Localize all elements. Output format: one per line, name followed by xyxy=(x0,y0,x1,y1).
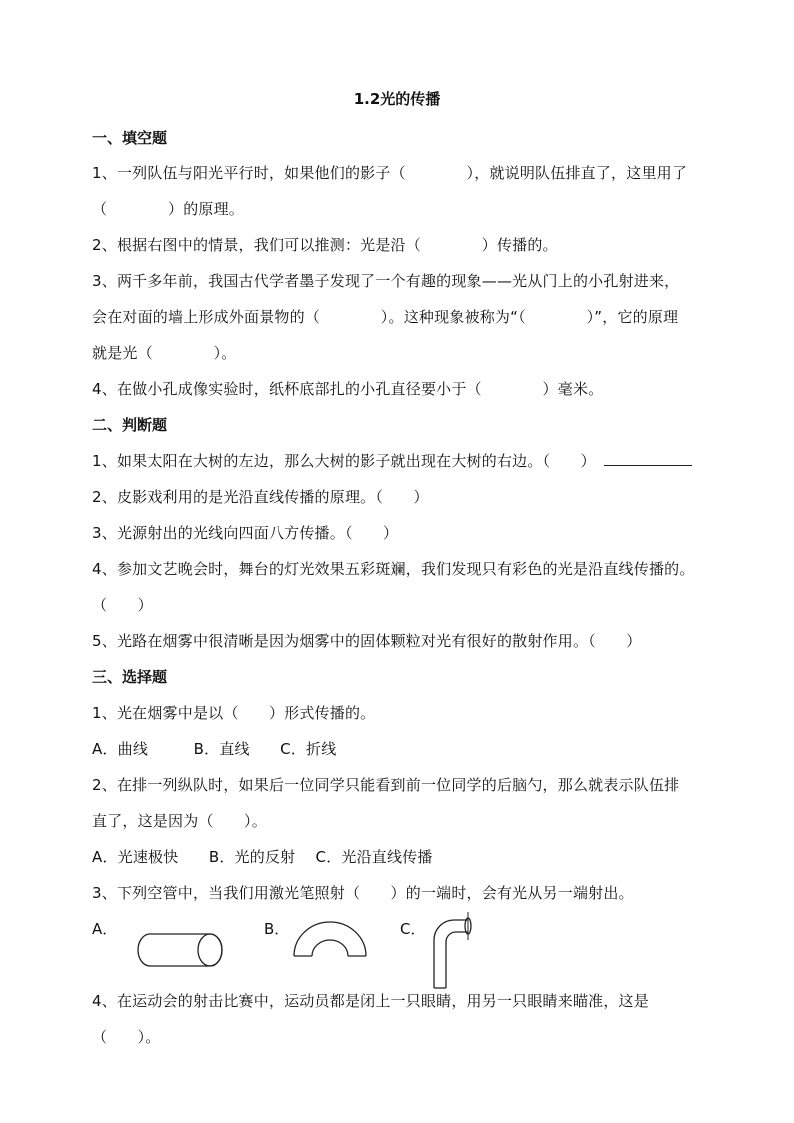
fill-q3-line1: 3、两千多年前，我国古代学者墨子发现了一个有趣的现象——光从门上的小孔射进来， xyxy=(92,272,680,290)
fill-q3-line2: 会在对面的墙上形成外面景物的（ ）。这种现象被称为“（ ）”，它的原理 xyxy=(92,308,679,326)
judge-q1-text: 1、如果太阳在大树的左边，那么大树的影子就出现在大树的右边。（ ） xyxy=(92,452,596,470)
choice-q1-options: A．曲线 B．直线 C．折线 xyxy=(92,740,337,758)
judge-q4-line2: （ ） xyxy=(92,596,153,614)
fill-q2: 2、根据右图中的情景，我们可以推测：光是沿（ ）传播的。 xyxy=(92,236,558,254)
choice-q3: 3、下列空管中，当我们用激光笔照射（ ）的一端时，会有光从另一端射出。 xyxy=(92,884,634,902)
choice-q4-line2: （ ）。 xyxy=(92,1028,161,1046)
answer-underline xyxy=(604,453,692,466)
judge-q5: 5、光路在烟雾中很清晰是因为烟雾中的固体颗粒对光有很好的散射作用。（ ） xyxy=(92,632,642,650)
straight-pipe-icon xyxy=(136,930,228,970)
choice-q3-option-b-label: B． xyxy=(264,920,290,938)
section-judge-heading: 二、判断题 xyxy=(92,416,168,434)
section-choice-heading: 三、选择题 xyxy=(92,668,168,686)
choice-q2-line2: 直了，这是因为（ ）。 xyxy=(92,812,267,830)
choice-q1: 1、光在烟雾中是以（ ）形式传播的。 xyxy=(92,704,376,722)
choice-q3-option-c-label: C． xyxy=(400,920,426,938)
fill-q3-line3: 就是光（ ）。 xyxy=(92,344,237,362)
page-title: 1.2光的传播 xyxy=(353,90,441,108)
judge-q4-line1: 4、参加文艺晚会时，舞台的灯光效果五彩斑斓，我们发现只有彩色的光是沿直线传播的。 xyxy=(92,560,695,578)
fill-q1-line2: （ ）的原理。 xyxy=(92,200,245,218)
judge-q2: 2、皮影戏利用的是光沿直线传播的原理。（ ） xyxy=(92,488,429,506)
judge-q1 xyxy=(92,450,692,471)
fill-q1-line1: 1、一列队伍与阳光平行时，如果他们的影子（ ），就说明队伍排直了，这里用了 xyxy=(92,164,688,182)
section-fill-heading: 一、填空题 xyxy=(92,129,168,147)
choice-q4-line1: 4、在运动会的射击比赛中，运动员都是闭上一只眼睛，用另一只眼睛来瞄准，这是 xyxy=(92,992,649,1010)
choice-q2-options: A．光速极快 B．光的反射 C．光沿直线传播 xyxy=(92,848,433,866)
judge-q3: 3、光源射出的光线向四面八方传播。（ ） xyxy=(92,524,399,542)
bent-pipe-icon xyxy=(428,910,478,990)
fill-q4: 4、在做小孔成像实验时，纸杯底部扎的小孔直径要小于（ ）毫米。 xyxy=(92,380,604,398)
choice-q3-option-a-label: A． xyxy=(92,920,118,938)
arched-pipe-icon xyxy=(290,918,370,960)
choice-q2-line1: 2、在排一列纵队时，如果后一位同学只能看到前一位同学的后脑勺，那么就表示队伍排 xyxy=(92,776,680,794)
